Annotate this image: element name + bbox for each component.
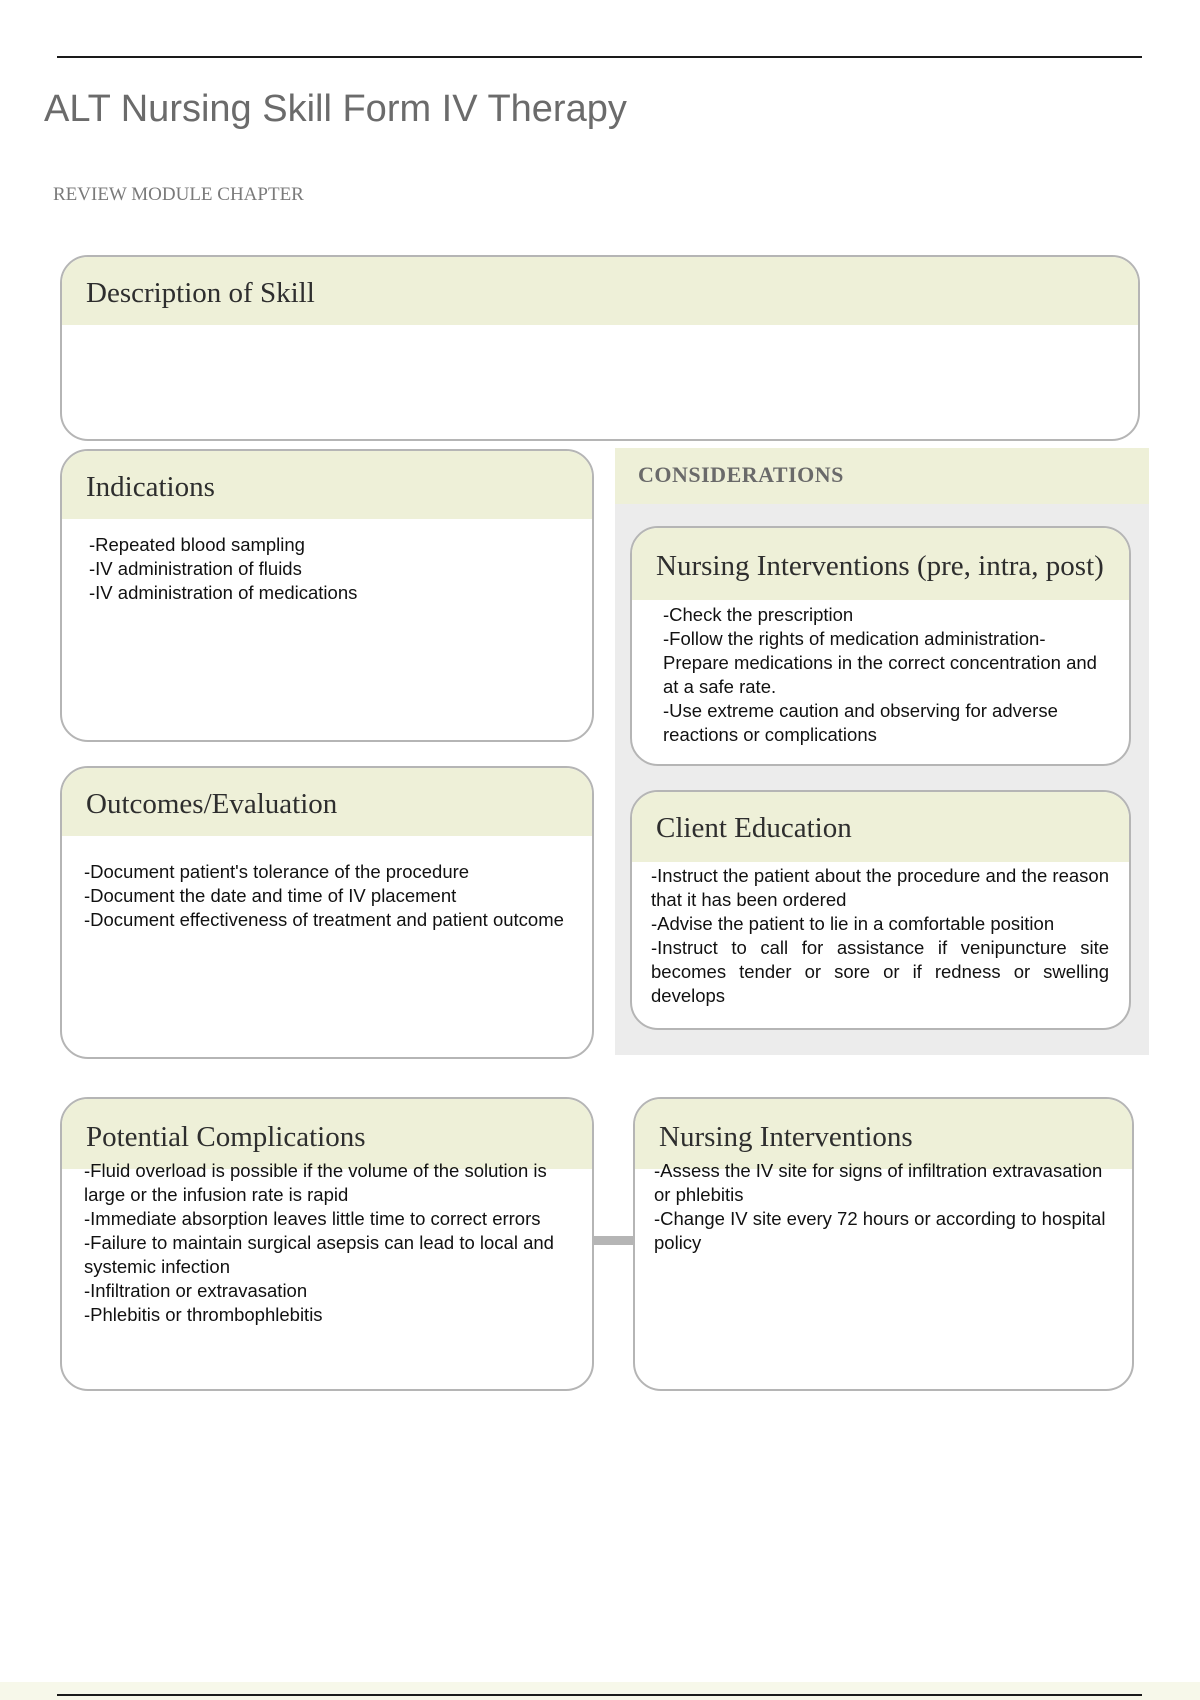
nursing-interventions-ppp-heading: Nursing Interventions (pre, intra, post): [632, 528, 1129, 600]
considerations-heading: CONSIDERATIONS: [615, 448, 1149, 504]
connector-line: [592, 1236, 635, 1245]
outcomes-body: -Document patient's tolerance of the procedure -Document the date and time of IV placement -Document effectiveness of treatment and patient outcome: [84, 861, 564, 930]
nursing-interventions-heading: Nursing Interventions: [635, 1099, 1132, 1169]
top-rule: [57, 56, 1142, 58]
complications-heading: Potential Complications: [62, 1099, 592, 1169]
nursing-interventions-body: -Assess the IV site for signs of infiltration extravasation or phlebitis -Change IV site every 72 hours or according to hospital policy: [654, 1160, 1106, 1253]
nursing-interventions-ppp-body: -Check the prescription -Follow the rights of medication administration- Prepare medications in the correct concentration and at a safe rate. -Use extreme caution and observing for adverse reactions or complications: [663, 604, 1097, 745]
outcomes-box: [60, 766, 594, 1059]
indications-heading: Indications: [62, 451, 592, 519]
footer-band: [0, 1682, 1200, 1700]
client-education-body: -Instruct the patient about the procedure and the reason that it has been ordered -Advise the patient to lie in a comfortable position -Instruct to call for assistance if venipuncture site becomes tender or sore or if redness or swelling develops: [651, 865, 1109, 1006]
nursing-interventions-box: [633, 1097, 1134, 1391]
description-body: [62, 325, 1138, 339]
indications-box: [60, 449, 594, 742]
page-subtitle: REVIEW MODULE CHAPTER: [53, 184, 304, 205]
bottom-rule: [57, 1694, 1142, 1696]
outcomes-heading: Outcomes/Evaluation: [62, 768, 592, 836]
indications-body: -Repeated blood sampling -IV administration of fluids -IV administration of medications: [89, 534, 358, 603]
description-heading: Description of Skill: [62, 257, 1138, 325]
nursing-interventions-ppp-box: [630, 526, 1131, 766]
client-education-box: [630, 790, 1131, 1030]
complications-box: [60, 1097, 594, 1391]
client-education-heading: Client Education: [632, 792, 1129, 862]
page-title: ALT Nursing Skill Form IV Therapy: [44, 88, 627, 130]
description-box: [60, 255, 1140, 441]
complications-body: -Fluid overload is possible if the volume of the solution is large or the infusion rate is rapid -Immediate absorption leaves little time to correct errors -Failure to maintain surgical asepsis can lead to local and systemic infection -Infiltration or extravasation -Phlebitis or thrombophlebitis: [84, 1160, 554, 1325]
